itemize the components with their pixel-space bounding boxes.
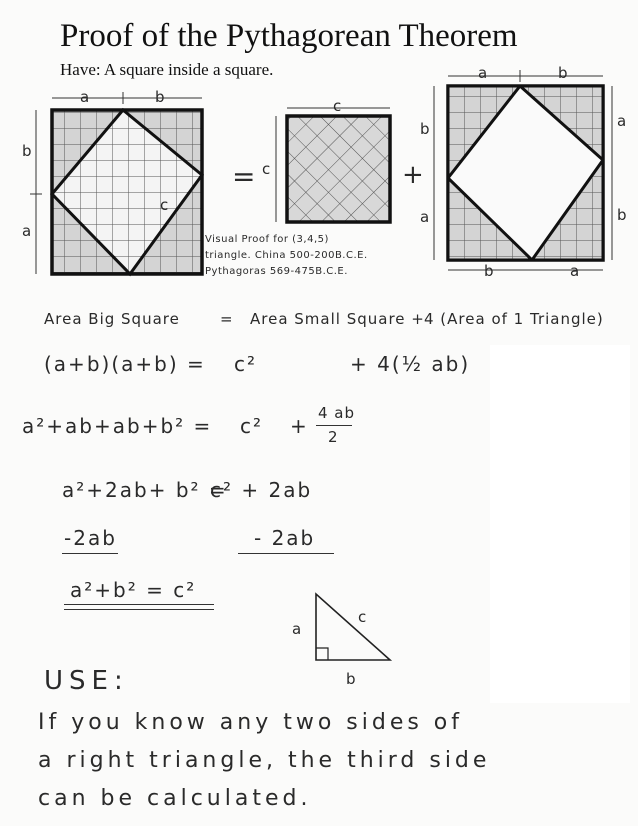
middle-square — [276, 108, 390, 222]
line5-left-underline — [62, 553, 118, 554]
fraction-bar — [316, 425, 352, 426]
line2-left: (a+b)(a+b) = — [44, 352, 206, 376]
right-top-a-label: a — [478, 64, 489, 82]
area-big-square-text: Area Big Square — [44, 310, 180, 328]
triangle-label-c: c — [358, 608, 368, 626]
left-side-b-label: b — [22, 142, 33, 160]
final-underline-2 — [64, 609, 214, 610]
page-title: Proof of the Pythagorean Theorem — [60, 18, 518, 54]
right-left-b-label: b — [420, 120, 431, 138]
left-top-b-label: b — [155, 88, 166, 106]
equals-sign: = — [232, 160, 257, 193]
area-triangles-text: 4 (Area of 1 Triangle) — [424, 310, 604, 328]
left-top-a-label: a — [80, 88, 91, 106]
caption-line-3: Pythagoras 569-475B.C.E. — [205, 266, 348, 277]
mid-top-c-label: c — [333, 97, 343, 115]
line3-left: a²+ab+ab+b² = — [22, 414, 213, 438]
use-line-1: If you know any two sides of — [38, 710, 464, 735]
triangle-label-b: b — [346, 670, 357, 688]
line1-equals: = — [220, 310, 234, 328]
right-left-a-label: a — [420, 208, 431, 226]
line4-left: a²+2ab+ b² = — [62, 478, 228, 502]
right-right-b-label: b — [617, 206, 628, 224]
right-right-a-label: a — [617, 112, 628, 130]
left-big-square — [30, 92, 202, 274]
line5-right: - 2ab — [254, 526, 316, 550]
left-side-a-label: a — [22, 222, 33, 240]
line2-c-squared: c² — [234, 352, 258, 376]
right-top-b-label: b — [558, 64, 569, 82]
line5-right-underline — [238, 553, 334, 554]
area-small-square-text: Area Small Square + — [250, 310, 425, 328]
right-bottom-a-label: a — [570, 262, 581, 280]
final-equation: a²+b² = c² — [70, 578, 197, 602]
caption-line-2: triangle. China 500-200B.C.E. — [205, 250, 368, 261]
caption-line-1: Visual Proof for (3,4,5) — [205, 234, 329, 245]
line3-c-squared: c² — [240, 414, 264, 438]
use-line-3: can be calculated. — [38, 786, 312, 811]
line3-plus: + — [290, 414, 309, 438]
final-underline-1 — [64, 604, 214, 605]
line4-right: c² + 2ab — [210, 478, 313, 502]
plus-sign: + — [402, 160, 425, 190]
page-subtitle: Have: A square inside a square. — [60, 60, 274, 79]
line2-right: + 4(½ ab) — [350, 352, 471, 376]
use-line-2: a right triangle, the third side — [38, 748, 491, 773]
left-inner-c-label: c — [160, 196, 170, 214]
use-heading: USE: — [44, 666, 129, 696]
right-bottom-b-label: b — [484, 262, 495, 280]
mid-side-c-label: c — [262, 160, 272, 178]
triangle-label-a: a — [292, 620, 303, 638]
line3-fraction-numerator: 4 ab — [318, 404, 356, 422]
line3-fraction-denominator: 2 — [328, 428, 339, 446]
blank-redaction-box — [490, 345, 630, 703]
line5-left: -2ab — [64, 526, 117, 550]
right-square — [434, 70, 612, 270]
